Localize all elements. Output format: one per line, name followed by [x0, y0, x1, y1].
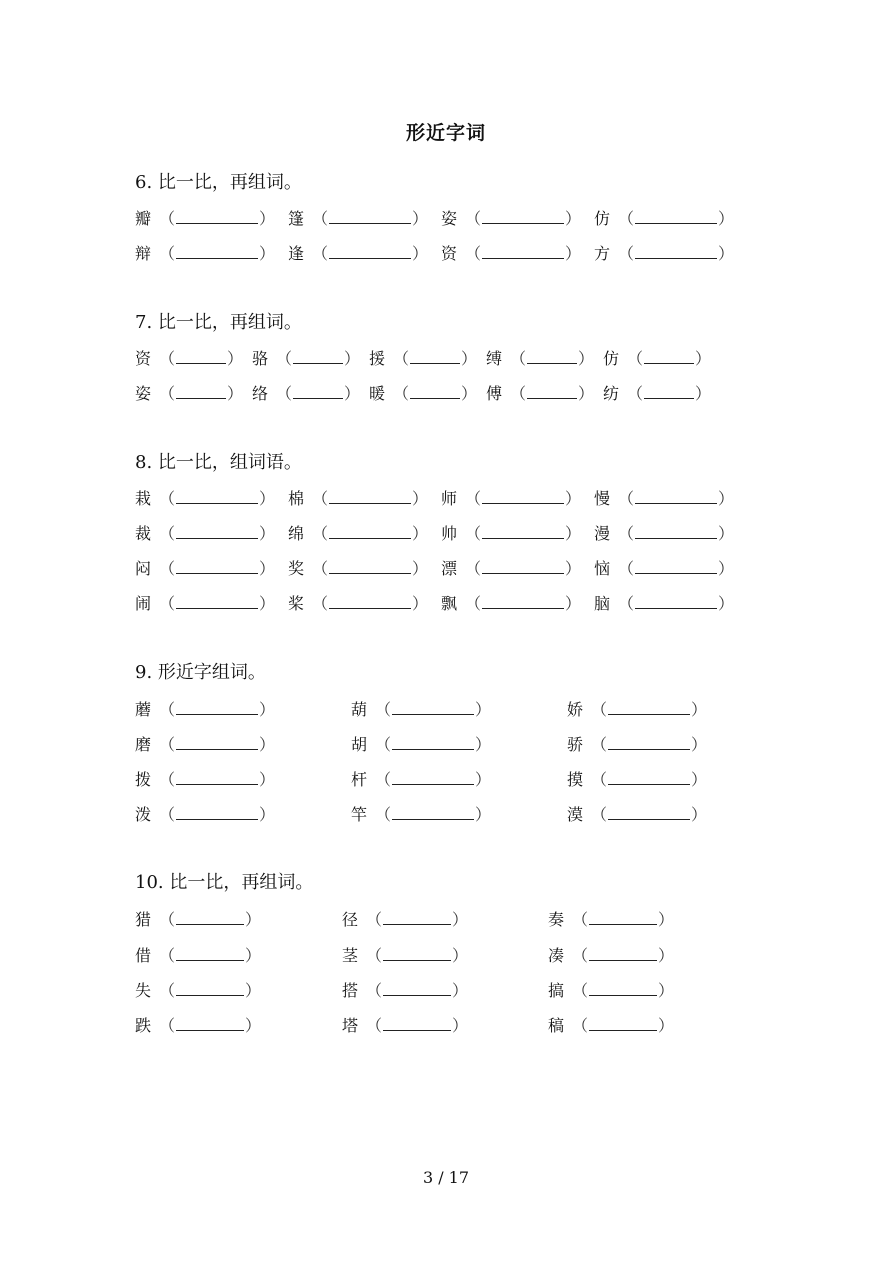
answer-blank[interactable] — [329, 559, 411, 574]
open-paren: （ — [465, 594, 482, 613]
open-paren: （ — [159, 946, 176, 965]
answer-blank[interactable] — [293, 384, 343, 399]
open-paren: （ — [510, 384, 527, 403]
question-title: 10. 比一比，再组词。 — [135, 872, 314, 893]
answer-blank[interactable] — [176, 700, 258, 715]
character: 仿 — [594, 209, 611, 228]
close-paren: ） — [565, 524, 582, 543]
close-paren: ） — [691, 805, 708, 824]
character: 搭 — [342, 981, 359, 1000]
character: 纺 — [603, 384, 620, 403]
character: 资 — [135, 349, 152, 368]
open-paren: （ — [159, 559, 176, 578]
close-paren: ） — [691, 700, 708, 719]
open-paren: （ — [618, 209, 635, 228]
character: 胡 — [351, 735, 368, 754]
word-item — [567, 768, 707, 792]
word-item — [548, 979, 674, 1003]
answer-blank[interactable] — [635, 489, 717, 504]
answer-blank[interactable] — [644, 384, 694, 399]
answer-blank[interactable] — [176, 910, 244, 925]
answer-blank[interactable] — [383, 981, 451, 996]
character: 竿 — [351, 805, 368, 824]
answer-blank[interactable] — [635, 244, 717, 259]
word-item — [135, 347, 243, 371]
word-item — [288, 522, 428, 546]
word-item — [351, 803, 491, 827]
close-paren: ） — [245, 910, 262, 929]
close-paren: ） — [259, 700, 276, 719]
open-paren: （ — [312, 489, 329, 508]
open-paren: （ — [510, 349, 527, 368]
open-paren: （ — [375, 700, 392, 719]
close-paren: ） — [475, 735, 492, 754]
answer-blank[interactable] — [589, 910, 657, 925]
open-paren: （ — [393, 349, 410, 368]
word-item — [135, 522, 275, 546]
open-paren: （ — [159, 805, 176, 824]
character: 暖 — [369, 384, 386, 403]
word-item — [135, 944, 261, 968]
answer-blank[interactable] — [329, 209, 411, 224]
close-paren: ） — [658, 910, 675, 929]
open-paren: （ — [375, 805, 392, 824]
character: 援 — [369, 349, 386, 368]
word-item — [135, 382, 243, 406]
open-paren: （ — [627, 349, 644, 368]
word-item — [369, 347, 477, 371]
word-item — [135, 592, 275, 616]
word-item — [486, 347, 594, 371]
character: 绵 — [288, 524, 305, 543]
character: 猎 — [135, 910, 152, 929]
open-paren: （ — [591, 735, 608, 754]
word-item — [441, 207, 581, 231]
close-paren: ） — [578, 384, 595, 403]
character: 逢 — [288, 244, 305, 263]
close-paren: ） — [658, 981, 675, 1000]
open-paren: （ — [159, 1016, 176, 1035]
word-item — [441, 592, 581, 616]
answer-blank[interactable] — [608, 700, 690, 715]
word-item — [441, 487, 581, 511]
close-paren: ） — [452, 981, 469, 1000]
answer-blank[interactable] — [383, 946, 451, 961]
word-item — [441, 522, 581, 546]
answer-blank[interactable] — [176, 244, 258, 259]
character: 骆 — [252, 349, 269, 368]
character: 棉 — [288, 489, 305, 508]
answer-blank[interactable] — [635, 209, 717, 224]
answer-blank[interactable] — [329, 524, 411, 539]
answer-blank[interactable] — [383, 1016, 451, 1031]
open-paren: （ — [618, 244, 635, 263]
answer-blank[interactable] — [176, 209, 258, 224]
open-paren: （ — [159, 910, 176, 929]
question-title: 8. 比一比，组词语。 — [135, 452, 302, 473]
answer-blank[interactable] — [329, 594, 411, 609]
close-paren: ） — [475, 700, 492, 719]
answer-blank[interactable] — [176, 735, 258, 750]
close-paren: ） — [475, 805, 492, 824]
close-paren: ） — [718, 594, 735, 613]
answer-blank[interactable] — [644, 349, 694, 364]
open-paren: （ — [159, 594, 176, 613]
word-item — [441, 557, 581, 581]
word-item — [342, 1014, 468, 1038]
word-item — [135, 979, 261, 1003]
character: 杆 — [351, 770, 368, 789]
word-item — [603, 347, 711, 371]
open-paren: （ — [591, 805, 608, 824]
answer-blank[interactable] — [482, 559, 564, 574]
open-paren: （ — [312, 594, 329, 613]
word-item — [594, 557, 734, 581]
close-paren: ） — [259, 805, 276, 824]
character: 娇 — [567, 700, 584, 719]
character: 缚 — [486, 349, 503, 368]
close-paren: ） — [565, 594, 582, 613]
close-paren: ） — [578, 349, 595, 368]
answer-blank[interactable] — [482, 209, 564, 224]
close-paren: ） — [412, 489, 429, 508]
open-paren: （ — [366, 946, 383, 965]
close-paren: ） — [259, 559, 276, 578]
word-item — [603, 382, 711, 406]
open-paren: （ — [312, 559, 329, 578]
character: 飘 — [441, 594, 458, 613]
close-paren: ） — [565, 489, 582, 508]
open-paren: （ — [618, 594, 635, 613]
answer-blank[interactable] — [176, 946, 244, 961]
character: 奖 — [288, 559, 305, 578]
character: 脑 — [594, 594, 611, 613]
open-paren: （ — [465, 244, 482, 263]
word-item — [342, 944, 468, 968]
open-paren: （ — [159, 700, 176, 719]
close-paren: ） — [259, 209, 276, 228]
close-paren: ） — [259, 735, 276, 754]
character: 漂 — [441, 559, 458, 578]
character: 稿 — [548, 1016, 565, 1035]
answer-blank[interactable] — [410, 384, 460, 399]
answer-blank[interactable] — [608, 805, 690, 820]
open-paren: （ — [159, 384, 176, 403]
open-paren: （ — [618, 559, 635, 578]
close-paren: ） — [452, 1016, 469, 1035]
character: 桨 — [288, 594, 305, 613]
character: 泼 — [135, 805, 152, 824]
open-paren: （ — [366, 910, 383, 929]
open-paren: （ — [572, 1016, 589, 1035]
answer-blank[interactable] — [176, 349, 226, 364]
word-item — [135, 733, 275, 757]
open-paren: （ — [572, 910, 589, 929]
character: 失 — [135, 981, 152, 1000]
answer-blank[interactable] — [176, 805, 258, 820]
page-title: 形近字词 — [405, 122, 486, 144]
close-paren: ） — [695, 384, 712, 403]
open-paren: （ — [375, 770, 392, 789]
word-item — [594, 522, 734, 546]
character: 栽 — [135, 489, 152, 508]
character: 师 — [441, 489, 458, 508]
open-paren: （ — [591, 770, 608, 789]
answer-blank[interactable] — [392, 805, 474, 820]
character: 径 — [342, 910, 359, 929]
character: 摸 — [567, 770, 584, 789]
answer-blank[interactable] — [482, 489, 564, 504]
open-paren: （ — [312, 244, 329, 263]
character: 恼 — [594, 559, 611, 578]
word-item — [342, 908, 468, 932]
character: 漠 — [567, 805, 584, 824]
close-paren: ） — [227, 349, 244, 368]
character: 漫 — [594, 524, 611, 543]
answer-blank[interactable] — [392, 735, 474, 750]
word-item — [288, 242, 428, 266]
answer-blank[interactable] — [293, 349, 343, 364]
word-item — [135, 908, 261, 932]
answer-blank[interactable] — [329, 244, 411, 259]
answer-blank[interactable] — [176, 594, 258, 609]
character: 凑 — [548, 946, 565, 965]
answer-blank[interactable] — [392, 770, 474, 785]
answer-blank[interactable] — [482, 594, 564, 609]
word-item — [567, 803, 707, 827]
character: 傅 — [486, 384, 503, 403]
word-item — [351, 733, 491, 757]
close-paren: ） — [452, 910, 469, 929]
character: 搞 — [548, 981, 565, 1000]
character: 辩 — [135, 244, 152, 263]
character: 仿 — [603, 349, 620, 368]
close-paren: ） — [691, 770, 708, 789]
character: 瓣 — [135, 209, 152, 228]
word-item — [288, 557, 428, 581]
answer-blank[interactable] — [176, 1016, 244, 1031]
close-paren: ） — [245, 981, 262, 1000]
word-item — [548, 1014, 674, 1038]
close-paren: ） — [259, 594, 276, 613]
word-item — [135, 698, 275, 722]
word-item — [351, 698, 491, 722]
word-item — [351, 768, 491, 792]
close-paren: ） — [695, 349, 712, 368]
character: 资 — [441, 244, 458, 263]
question-title: 7. 比一比，再组词。 — [135, 312, 302, 333]
open-paren: （ — [159, 524, 176, 543]
answer-blank[interactable] — [410, 349, 460, 364]
close-paren: ） — [461, 384, 478, 403]
word-item — [135, 803, 275, 827]
close-paren: ） — [259, 489, 276, 508]
word-item — [567, 698, 707, 722]
open-paren: （ — [465, 489, 482, 508]
word-item — [567, 733, 707, 757]
word-item — [135, 1014, 261, 1038]
word-item — [135, 207, 275, 231]
character: 姿 — [135, 384, 152, 403]
word-item — [135, 557, 275, 581]
close-paren: ） — [412, 594, 429, 613]
open-paren: （ — [276, 384, 293, 403]
close-paren: ） — [259, 244, 276, 263]
word-item — [252, 347, 360, 371]
answer-blank[interactable] — [176, 981, 244, 996]
character: 跌 — [135, 1016, 152, 1035]
word-item — [135, 768, 275, 792]
character: 姿 — [441, 209, 458, 228]
character: 帅 — [441, 524, 458, 543]
close-paren: ） — [461, 349, 478, 368]
word-item — [135, 242, 275, 266]
answer-blank[interactable] — [635, 524, 717, 539]
open-paren: （ — [159, 735, 176, 754]
close-paren: ） — [565, 244, 582, 263]
character: 借 — [135, 946, 152, 965]
answer-blank[interactable] — [635, 559, 717, 574]
character: 裁 — [135, 524, 152, 543]
open-paren: （ — [572, 981, 589, 1000]
open-paren: （ — [627, 384, 644, 403]
close-paren: ） — [245, 1016, 262, 1035]
character: 篷 — [288, 209, 305, 228]
answer-blank[interactable] — [329, 489, 411, 504]
answer-blank[interactable] — [176, 524, 258, 539]
answer-blank[interactable] — [608, 735, 690, 750]
answer-blank[interactable] — [589, 946, 657, 961]
open-paren: （ — [159, 981, 176, 1000]
close-paren: ） — [344, 384, 361, 403]
character: 闷 — [135, 559, 152, 578]
answer-blank[interactable] — [527, 349, 577, 364]
open-paren: （ — [465, 209, 482, 228]
word-item — [594, 207, 734, 231]
word-item — [135, 487, 275, 511]
character: 方 — [594, 244, 611, 263]
question-title: 9. 形近字组词。 — [135, 662, 266, 683]
answer-blank[interactable] — [176, 489, 258, 504]
close-paren: ） — [412, 244, 429, 263]
character: 络 — [252, 384, 269, 403]
word-item — [486, 382, 594, 406]
close-paren: ） — [412, 559, 429, 578]
answer-blank[interactable] — [176, 384, 226, 399]
character: 蘑 — [135, 700, 152, 719]
character: 骄 — [567, 735, 584, 754]
open-paren: （ — [159, 244, 176, 263]
answer-blank[interactable] — [392, 700, 474, 715]
open-paren: （ — [366, 1016, 383, 1035]
open-paren: （ — [591, 700, 608, 719]
open-paren: （ — [159, 489, 176, 508]
word-item — [288, 592, 428, 616]
open-paren: （ — [465, 559, 482, 578]
close-paren: ） — [718, 209, 735, 228]
word-item — [369, 382, 477, 406]
close-paren: ） — [691, 735, 708, 754]
close-paren: ） — [475, 770, 492, 789]
open-paren: （ — [465, 524, 482, 543]
open-paren: （ — [393, 384, 410, 403]
open-paren: （ — [159, 349, 176, 368]
close-paren: ） — [259, 770, 276, 789]
open-paren: （ — [618, 524, 635, 543]
question-title: 6. 比一比，再组词。 — [135, 172, 302, 193]
answer-blank[interactable] — [383, 910, 451, 925]
answer-blank[interactable] — [635, 594, 717, 609]
character: 闹 — [135, 594, 152, 613]
character: 茎 — [342, 946, 359, 965]
close-paren: ） — [658, 946, 675, 965]
word-item — [252, 382, 360, 406]
character: 磨 — [135, 735, 152, 754]
open-paren: （ — [159, 209, 176, 228]
character: 慢 — [594, 489, 611, 508]
answer-blank[interactable] — [589, 1016, 657, 1031]
close-paren: ） — [412, 209, 429, 228]
answer-blank[interactable] — [176, 559, 258, 574]
open-paren: （ — [375, 735, 392, 754]
page-number: 3 / 17 — [422, 1168, 470, 1187]
word-item — [594, 487, 734, 511]
word-item — [548, 908, 674, 932]
word-item — [594, 592, 734, 616]
open-paren: （ — [312, 209, 329, 228]
close-paren: ） — [718, 524, 735, 543]
close-paren: ） — [658, 1016, 675, 1035]
word-item — [441, 242, 581, 266]
answer-blank[interactable] — [527, 384, 577, 399]
answer-blank[interactable] — [482, 524, 564, 539]
open-paren: （ — [366, 981, 383, 1000]
word-item — [288, 487, 428, 511]
close-paren: ） — [344, 349, 361, 368]
close-paren: ） — [718, 559, 735, 578]
open-paren: （ — [618, 489, 635, 508]
close-paren: ） — [245, 946, 262, 965]
close-paren: ） — [718, 244, 735, 263]
close-paren: ） — [412, 524, 429, 543]
open-paren: （ — [159, 770, 176, 789]
close-paren: ） — [259, 524, 276, 543]
character: 葫 — [351, 700, 368, 719]
word-item — [342, 979, 468, 1003]
character: 塔 — [342, 1016, 359, 1035]
close-paren: ） — [565, 209, 582, 228]
close-paren: ） — [718, 489, 735, 508]
open-paren: （ — [276, 349, 293, 368]
character: 拨 — [135, 770, 152, 789]
answer-blank[interactable] — [176, 770, 258, 785]
word-item — [288, 207, 428, 231]
close-paren: ） — [227, 384, 244, 403]
close-paren: ） — [452, 946, 469, 965]
word-item — [594, 242, 734, 266]
answer-blank[interactable] — [608, 770, 690, 785]
close-paren: ） — [565, 559, 582, 578]
character: 奏 — [548, 910, 565, 929]
open-paren: （ — [312, 524, 329, 543]
answer-blank[interactable] — [482, 244, 564, 259]
word-item — [548, 944, 674, 968]
answer-blank[interactable] — [589, 981, 657, 996]
open-paren: （ — [572, 946, 589, 965]
